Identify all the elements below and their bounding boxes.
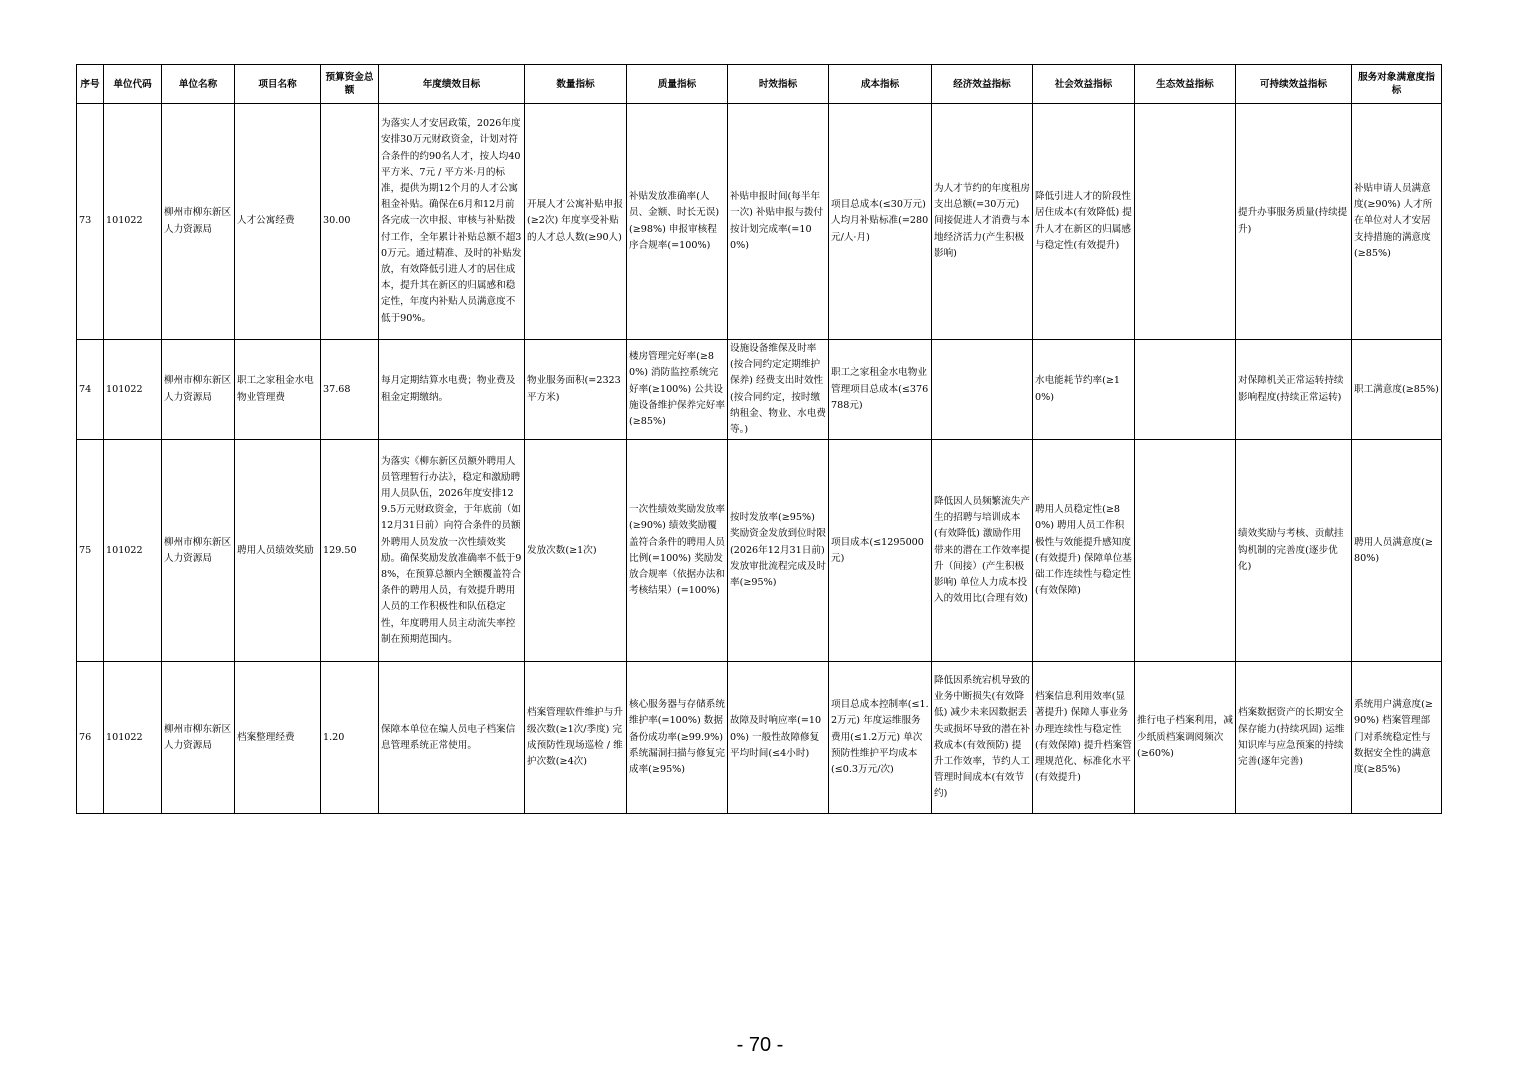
satisfaction-indicator: 聘用人员满意度(≥80%) [1352, 440, 1442, 662]
table-header-row [77, 65, 1442, 104]
header-cell: 质量指标 [627, 65, 728, 104]
economic-indicator: 为人才节约的年度租房支出总额(=30万元) 间接促进人才消费与本地经济活力(产生积极影响) [932, 104, 1033, 340]
budget-amount: 30.00 [321, 104, 379, 340]
budget-amount: 37.68 [321, 340, 379, 440]
row-number: 74 [77, 340, 104, 440]
annual-goal: 保障本单位在编人员电子档案信息管理系统正常使用。 [379, 662, 525, 814]
unit-code: 101022 [104, 440, 162, 662]
performance-table [76, 64, 1442, 814]
header-cell: 年度绩效目标 [379, 65, 525, 104]
header-cell: 时效指标 [728, 65, 829, 104]
unit-code: 101022 [104, 104, 162, 340]
social-indicator: 档案信息利用效率(显著提升) 保障人事业务办理连续性与稳定性(有效保障) 提升档案管理规范化、标准化水平(有效提升) [1033, 662, 1135, 814]
row-number: 73 [77, 104, 104, 340]
project-name: 人才公寓经费 [235, 104, 321, 340]
cost-indicator: 项目成本(≤1295000元) [829, 440, 932, 662]
cost-indicator: 项目总成本控制率(≤1.2万元) 年度运维服务费用(≤1.2万元) 单次预防性维护平均成本(≤0.3万元/次) [829, 662, 932, 814]
cost-indicator: 职工之家租金水电物业管理项目总成本(≤376788元) [829, 340, 932, 440]
unit-code: 101022 [104, 662, 162, 814]
budget-amount: 1.20 [321, 662, 379, 814]
annual-goal: 每月定期结算水电费；物业费及租金定期缴纳。 [379, 340, 525, 440]
unit-code: 101022 [104, 340, 162, 440]
satisfaction-indicator: 补贴申请人员满意度(≥90%) 人才所在单位对人才安居支持措施的满意度(≥85%) [1352, 104, 1442, 340]
ecological-indicator: 推行电子档案利用，减少纸质档案调阅频次(≥60%) [1135, 662, 1236, 814]
ecological-indicator [1135, 104, 1236, 340]
sustainable-indicator: 提升办事服务质量(持续提升) [1236, 104, 1352, 340]
cost-indicator: 项目总成本(≤30万元) 人均月补贴标准(=280元/人·月) [829, 104, 932, 340]
unit-name: 柳州市柳东新区人力资源局 [162, 104, 235, 340]
quality-indicator: 楼房管理完好率(≥80%) 消防监控系统完好率(≥100%) 公共设施设备维护保养完好率(≥85%) [627, 340, 728, 440]
header-cell: 服务对象满意度指标 [1352, 65, 1442, 104]
satisfaction-indicator: 职工满意度(≥85%) [1352, 340, 1442, 440]
timeliness-indicator: 设施设备维保及时率(按合同约定定期维护保养) 经费支出时效性(按合同约定，按时缴纳租金、物业、水电费等。) [728, 340, 829, 440]
header-cell: 项目名称 [235, 65, 321, 104]
quality-indicator: 核心服务器与存储系统维护率(=100%) 数据备份成功率(≥99.9%) 系统漏洞扫描与修复完成率(≥95%) [627, 662, 728, 814]
quality-indicator: 补贴发放准确率(人员、金额、时长无误) (≥98%) 申报审核程序合规率(=100%) [627, 104, 728, 340]
header-cell: 单位名称 [162, 65, 235, 104]
sustainable-indicator: 档案数据资产的长期安全保存能力(持续巩固) 运维知识库与应急预案的持续完善(逐年完善) [1236, 662, 1352, 814]
header-cell: 可持续效益指标 [1236, 65, 1352, 104]
quantity-indicator: 开展人才公寓补贴申报(≥2次) 年度享受补贴的人才总人数(≥90人) [525, 104, 627, 340]
economic-indicator [932, 340, 1033, 440]
row-number: 75 [77, 440, 104, 662]
header-cell: 生态效益指标 [1135, 65, 1236, 104]
social-indicator: 降低引进人才的阶段性居住成本(有效降低) 提升人才在新区的归属感与稳定性(有效提升) [1033, 104, 1135, 340]
page-number: - 70 - [736, 1034, 784, 1056]
unit-name: 柳州市柳东新区人力资源局 [162, 662, 235, 814]
quality-indicator: 一次性绩效奖励发放率(≥90%) 绩效奖励覆盖符合条件的聘用人员比例(=100%) 奖励发放合规率（依据办法和考核结果）(=100%) [627, 440, 728, 662]
table-row [77, 440, 1442, 662]
social-indicator: 聘用人员稳定性(≥80%) 聘用人员工作积极性与效能提升感知度(有效提升) 保障单位基础工作连续性与稳定性(有效保障) [1033, 440, 1135, 662]
header-cell: 序号 [77, 65, 104, 104]
header-cell: 成本指标 [829, 65, 932, 104]
sustainable-indicator: 对保障机关正常运转持续影响程度(持续正常运转) [1236, 340, 1352, 440]
header-cell: 预算资金总额 [321, 65, 379, 104]
table-row [77, 662, 1442, 814]
social-indicator: 水电能耗节约率(≥10%) [1033, 340, 1135, 440]
annual-goal: 为落实人才安居政策，2026年度安排30万元财政资金，计划对符合条件的约90名人才，按人均40平方米、7元 / 平方米·月的标准，提供为期12个月的人才公寓租金补贴。确保在6月和12月前各完成一次申报、审核与补贴拨付工作，全年累计补贴总额不超30万元。通过精准、及时的补贴发放，有效降低引进人才的居住成本，提升其在新区的归属感和稳定性，年度内补贴人员满意度不低于90%。 [379, 104, 525, 340]
timeliness-indicator: 故障及时响应率(=100%) 一般性故障修复平均时间(≤4小时) [728, 662, 829, 814]
header-cell: 数量指标 [525, 65, 627, 104]
ecological-indicator [1135, 440, 1236, 662]
quantity-indicator: 物业服务面积(=2323平方米) [525, 340, 627, 440]
header-cell: 单位代码 [104, 65, 162, 104]
row-number: 76 [77, 662, 104, 814]
annual-goal: 为落实《柳东新区员额外聘用人员管理暂行办法》，稳定和激励聘用人员队伍，2026年度安排129.5万元财政资金，于年底前（如12月31日前）向符合条件的员额外聘用人员发放一次性绩效奖励。确保奖励发放准确率不低于98%，在预算总额内全额覆盖符合条件的聘用人员，有效提升聘用人员的工作积极性和队伍稳定性，年度聘用人员主动流失率控制在预期范围内。 [379, 440, 525, 662]
header-cell: 经济效益指标 [932, 65, 1033, 104]
unit-name: 柳州市柳东新区人力资源局 [162, 440, 235, 662]
table-row [77, 340, 1442, 440]
economic-indicator: 降低因系统宕机导致的业务中断损失(有效降低) 减少未来因数据丢失或损坏导致的潜在补救成本(有效预防) 提升工作效率，节约人工管理时间成本(有效节约) [932, 662, 1033, 814]
quantity-indicator: 档案管理软件维护与升级次数(≥1次/季度) 完成预防性现场巡检 / 维护次数(≥4次) [525, 662, 627, 814]
economic-indicator: 降低因人员频繁流失产生的招聘与培训成本(有效降低) 激励作用带来的潜在工作效率提升（间接）(产生积极影响) 单位人力成本投入的效用比(合理有效) [932, 440, 1033, 662]
unit-name: 柳州市柳东新区人力资源局 [162, 340, 235, 440]
quantity-indicator: 发放次数(≥1次) [525, 440, 627, 662]
sustainable-indicator: 绩效奖励与考核、贡献挂钩机制的完善度(逐步优化) [1236, 440, 1352, 662]
project-name: 聘用人员绩效奖励 [235, 440, 321, 662]
table-row [77, 104, 1442, 340]
satisfaction-indicator: 系统用户满意度(≥90%) 档案管理部门对系统稳定性与数据安全性的满意度(≥85%) [1352, 662, 1442, 814]
budget-amount: 129.50 [321, 440, 379, 662]
project-name: 职工之家租金水电物业管理费 [235, 340, 321, 440]
timeliness-indicator: 按时发放率(≥95%) 奖励资金发放到位时限(2026年12月31日前) 发放审批流程完成及时率(≥95%) [728, 440, 829, 662]
ecological-indicator [1135, 340, 1236, 440]
timeliness-indicator: 补贴申报时间(每半年一次) 补贴申报与拨付按计划完成率(=100%) [728, 104, 829, 340]
project-name: 档案整理经费 [235, 662, 321, 814]
header-cell: 社会效益指标 [1033, 65, 1135, 104]
